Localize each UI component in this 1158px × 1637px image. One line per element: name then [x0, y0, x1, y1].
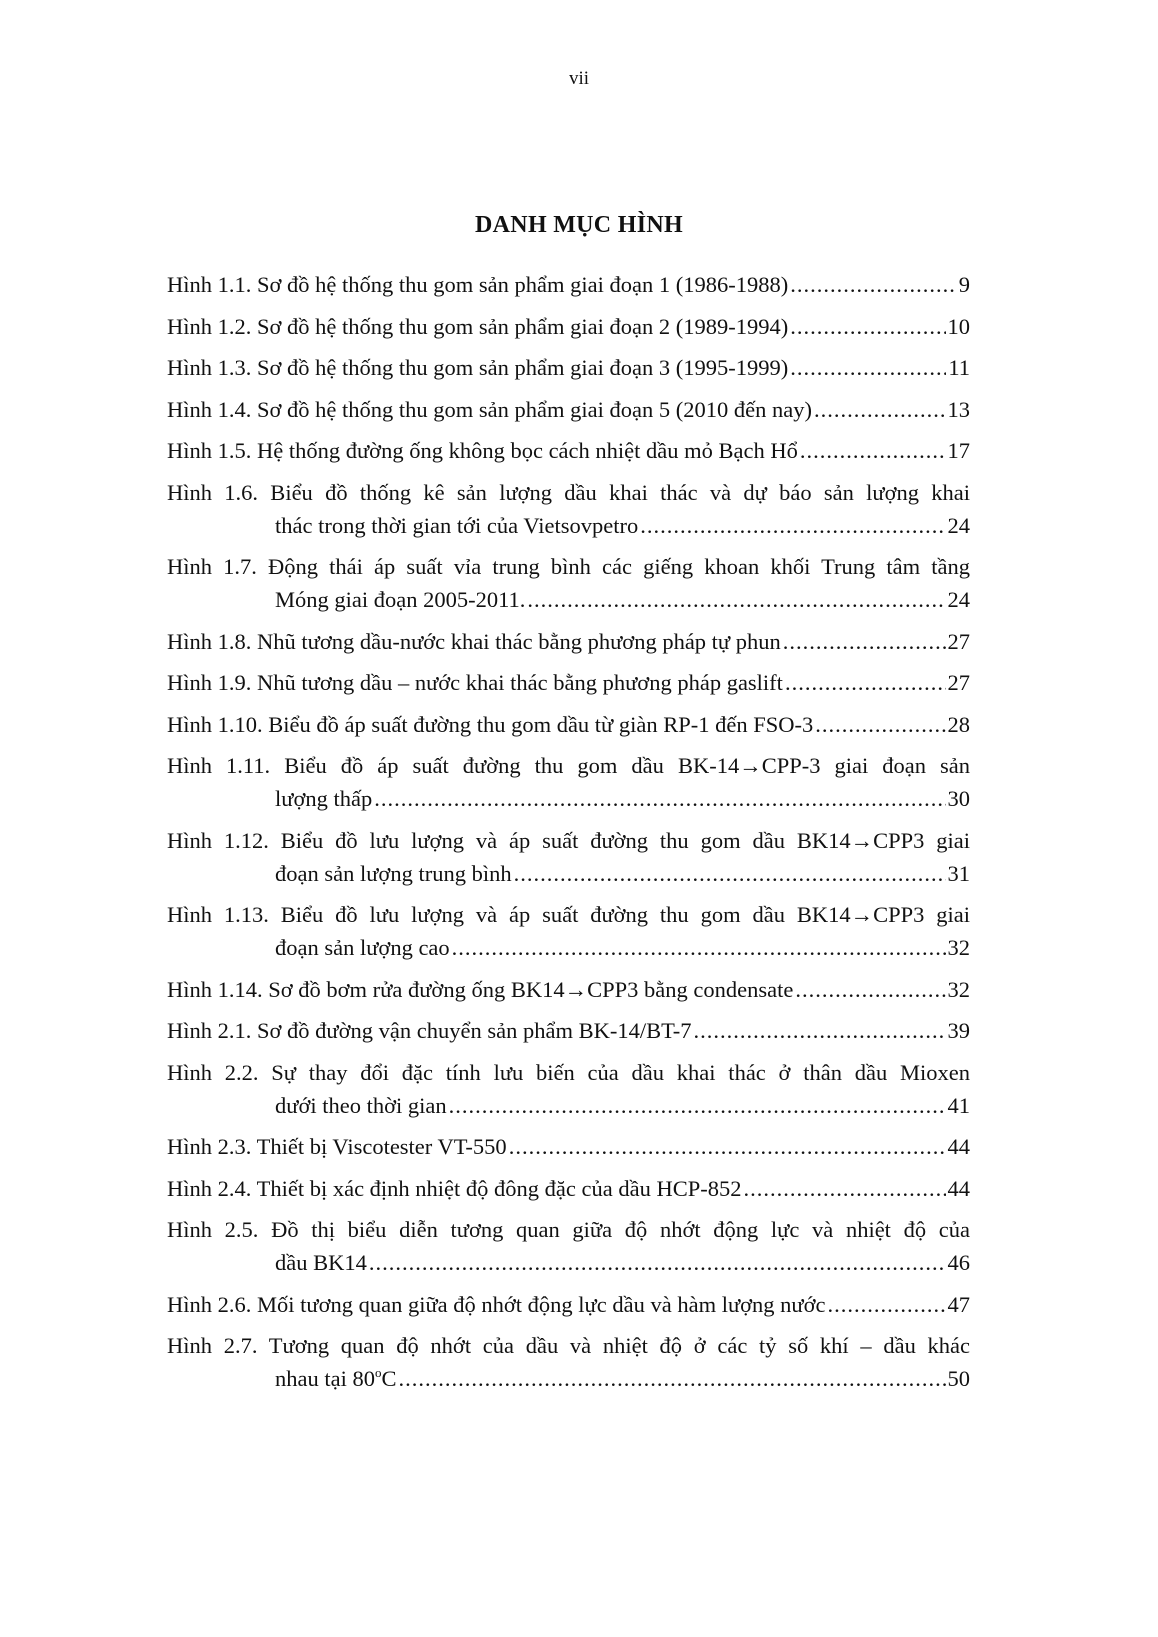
dot-leader: [800, 434, 946, 467]
figure-page-number: 13: [947, 396, 970, 422]
figure-entry-text: Hình 2.2. Sự thay đổi đặc tính lưu biến của dầu khai thác ở thân dầu Mioxen: [167, 1059, 970, 1085]
figure-page-number: 28: [947, 711, 970, 737]
figure-entry[interactable]: [167, 898, 970, 964]
figure-entry-text: Hình 1.8. Nhũ tương dầu-nước khai thác bằng phương pháp tự phun: [167, 628, 781, 654]
dot-leader: [744, 1172, 946, 1205]
figure-entry-text: Móng giai đoạn 2005-2011.: [275, 587, 526, 612]
figure-page-number: 31: [947, 860, 970, 886]
dot-leader: [374, 782, 945, 815]
dot-leader: [828, 1288, 946, 1321]
figure-entry-text: thác trong thời gian tới của Vietsovpetro: [275, 512, 639, 538]
dot-leader: [452, 931, 946, 964]
dot-leader: [814, 393, 946, 426]
figure-page-number: 27: [947, 670, 970, 695]
figure-entry-text: Hình 1.10. Biểu đồ áp suất đường thu gom dầu từ giàn RP-1 đến FSO-3: [167, 711, 814, 737]
figure-entry-text: dầu BK14: [275, 1250, 367, 1275]
figure-entry[interactable]: [167, 1130, 970, 1163]
figure-page-number: 24: [947, 512, 970, 538]
figure-entry[interactable]: [167, 666, 970, 699]
dot-leader: [399, 1362, 946, 1395]
figure-entry[interactable]: [167, 708, 970, 741]
page-number: vii: [568, 68, 590, 89]
figure-list: [167, 268, 970, 1404]
figure-page-number: 44: [947, 1134, 970, 1159]
figure-page-number: 30: [947, 786, 970, 811]
figure-page-number: 47: [947, 1291, 970, 1317]
figure-entry[interactable]: [167, 1288, 970, 1321]
figure-entry-text: Hình 2.6. Mối tương quan giữa độ nhớt động lực dầu và hàm lượng nước: [167, 1291, 826, 1317]
dot-leader: [509, 1130, 946, 1163]
figure-page-number: 50: [947, 1366, 970, 1391]
figure-entry[interactable]: [167, 310, 970, 343]
figure-entry-text: Hình 1.3. Sơ đồ hệ thống thu gom sản phẩm giai đoạn 3 (1995-1999): [167, 355, 789, 380]
figure-entry[interactable]: [167, 1056, 970, 1122]
dot-leader: [640, 509, 945, 542]
figure-page-number: 39: [947, 1018, 970, 1043]
figure-entry-text: Hình 2.5. Đồ thị biểu diễn tương quan giữa độ nhớt động lực và nhiệt độ của: [167, 1217, 970, 1242]
figure-page-number: 11: [948, 355, 970, 380]
figure-entry-text: Hình 2.4. Thiết bị xác định nhiệt độ đông đặc của dầu HCP-852: [167, 1175, 742, 1201]
figure-entry-text: Hình 1.4. Sơ đồ hệ thống thu gom sản phẩm giai đoạn 5 (2010 đến nay): [167, 396, 812, 422]
figure-entry[interactable]: [167, 625, 970, 658]
figure-page-number: 17: [947, 438, 970, 463]
figure-page-number: 27: [947, 628, 970, 654]
dot-leader: [369, 1246, 946, 1279]
figure-entry-text: Hình 1.9. Nhũ tương dầu – nước khai thác bằng phương pháp gaslift: [167, 670, 783, 695]
figure-entry[interactable]: [167, 1014, 970, 1047]
figure-entry-text: đoạn sản lượng trung bình: [275, 860, 512, 886]
figure-page-number: 9: [958, 272, 970, 297]
figure-entry[interactable]: [167, 268, 970, 301]
figure-entry[interactable]: [167, 393, 970, 426]
figure-entry[interactable]: [167, 824, 970, 890]
figure-entry[interactable]: [167, 1213, 970, 1279]
figure-entry[interactable]: [167, 550, 970, 616]
degree-superscript: o: [374, 1365, 382, 1380]
figure-entry[interactable]: [167, 973, 970, 1006]
dot-leader: [449, 1089, 946, 1122]
figure-page-number: 44: [947, 1175, 970, 1201]
figure-entry-text: Hình 1.11. Biểu đồ áp suất đường thu gom dầu BK-14→CPP-3 giai đoạn sản: [167, 753, 970, 778]
figure-entry-text: Hình 2.3. Thiết bị Viscotester VT-550: [167, 1134, 507, 1159]
figure-entry-text: Hình 1.7. Động thái áp suất vỉa trung bình các giếng khoan khối Trung tâm tầng: [167, 554, 970, 579]
figure-entry[interactable]: [167, 476, 970, 542]
figure-entry[interactable]: [167, 1172, 970, 1205]
figure-entry-text: Hình 1.14. Sơ đồ bơm rửa đường ống BK14→CPP3 bằng condensate: [167, 976, 794, 1002]
dot-leader: [527, 583, 945, 616]
figure-entry-text: Hình 1.12. Biểu đồ lưu lượng và áp suất đường thu gom dầu BK14→CPP3 giai: [167, 827, 970, 853]
dot-leader: [815, 708, 945, 741]
figure-entry[interactable]: [167, 351, 970, 384]
figure-entry-text: Hình 1.5. Hệ thống đường ống không bọc cách nhiệt dầu mỏ Bạch Hổ: [167, 438, 798, 463]
figure-page-number: 46: [947, 1250, 970, 1275]
degree-unit: C: [381, 1366, 397, 1391]
dot-leader: [694, 1014, 946, 1047]
figure-entry-text: Hình 1.6. Biểu đồ thống kê sản lượng dầu khai thác và dự báo sản lượng khai: [167, 479, 970, 505]
figure-entry-text: dưới theo thời gian: [275, 1092, 447, 1118]
figure-page-number: 24: [947, 587, 970, 612]
figure-page-number: 32: [947, 976, 970, 1002]
dot-leader: [785, 666, 946, 699]
figure-entry[interactable]: [167, 749, 970, 815]
figure-page-number: 41: [947, 1092, 970, 1118]
figure-entry-text: Hình 2.7. Tương quan độ nhớt của dầu và nhiệt độ ở các tỷ số khí – dầu khác: [167, 1333, 970, 1358]
figure-entry-text: Hình 1.1. Sơ đồ hệ thống thu gom sản phẩm giai đoạn 1 (1986-1988): [167, 272, 789, 297]
figure-page-number: 32: [947, 935, 970, 960]
dot-leader: [795, 973, 945, 1006]
figure-entry-text: Hình 1.13. Biểu đồ lưu lượng và áp suất đường thu gom dầu BK14→CPP3 giai: [167, 902, 970, 927]
figure-entry-text: nhau tại 80$^o$C: [275, 1365, 397, 1391]
page-title: DANH MỤC HÌNH: [475, 212, 683, 238]
dot-leader: [514, 857, 946, 890]
figure-entry-text: đoạn sản lượng cao: [275, 935, 450, 960]
figure-entry-text: Hình 2.1. Sơ đồ đường vận chuyển sản phẩm BK-14/BT-7: [167, 1018, 692, 1043]
figure-entry[interactable]: [167, 434, 970, 467]
figure-entry-text: Hình 1.2. Sơ đồ hệ thống thu gom sản phẩm giai đoạn 2 (1989-1994): [167, 313, 789, 339]
dot-leader: [783, 625, 946, 658]
dot-leader: [790, 310, 945, 343]
figure-entry[interactable]: [167, 1329, 970, 1395]
figure-page-number: 10: [947, 313, 970, 339]
figure-entry-text: lượng thấp: [275, 786, 373, 811]
dot-leader: [790, 268, 957, 301]
dot-leader: [790, 351, 946, 384]
